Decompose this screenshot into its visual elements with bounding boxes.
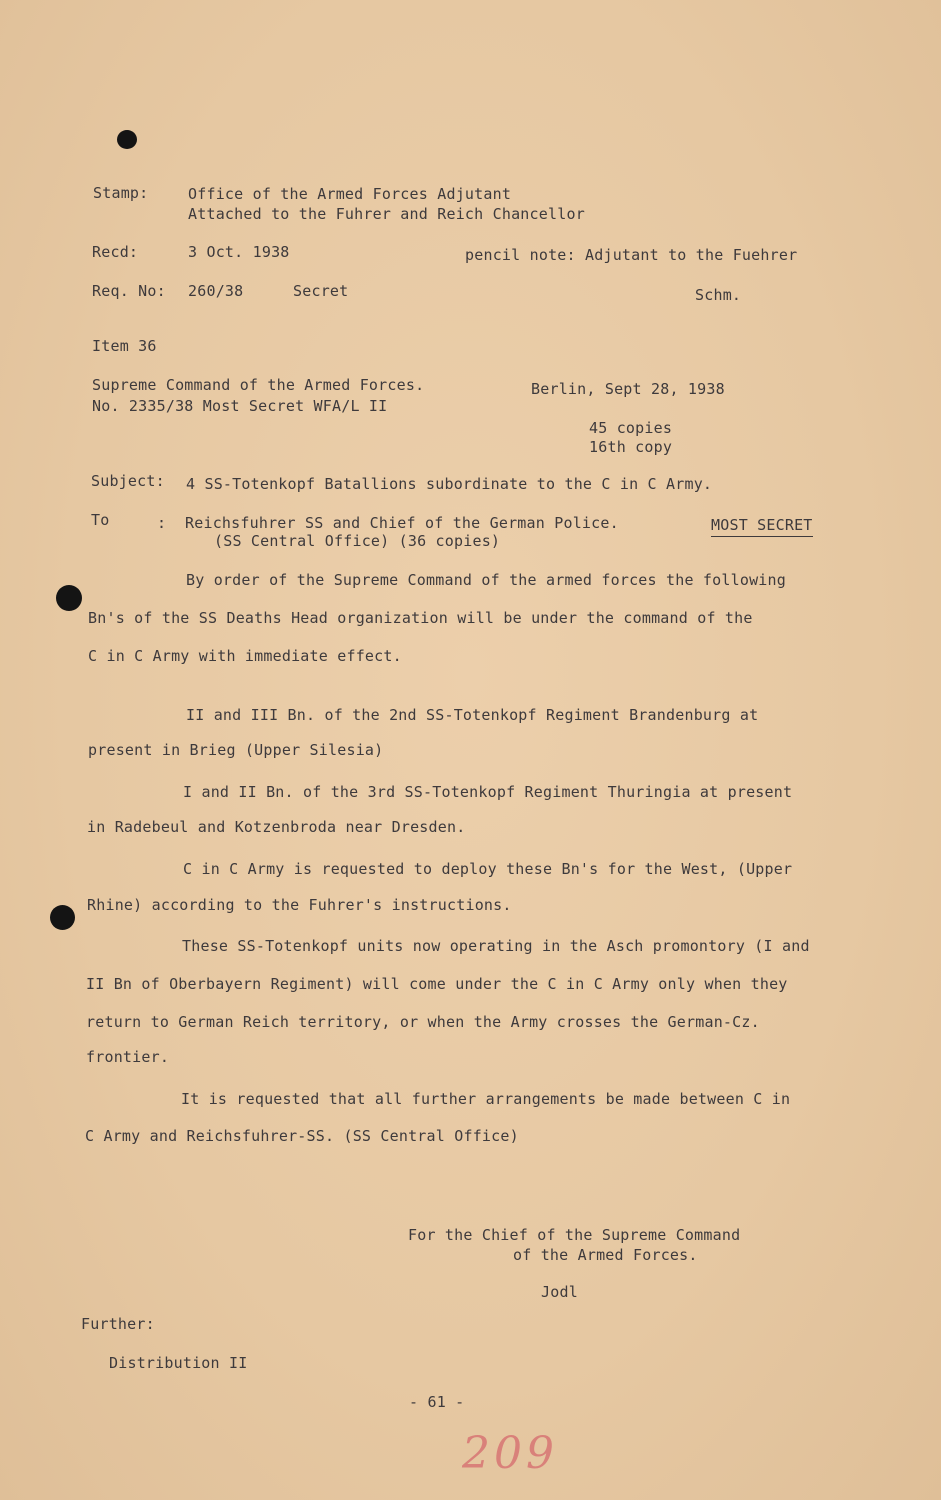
signature-line-2: of the Armed Forces. bbox=[513, 1246, 698, 1264]
classification-most-secret: MOST SECRET bbox=[711, 516, 813, 537]
stamp-line-2: Attached to the Fuhrer and Reich Chancellor bbox=[188, 205, 585, 223]
req-number: 260/38 bbox=[188, 282, 244, 300]
to-label: To bbox=[91, 511, 110, 529]
p4-line-2: Rhine) according to the Fuhrer's instructions. bbox=[87, 896, 512, 914]
req-label: Req. No: bbox=[92, 282, 166, 300]
punch-hole-middle bbox=[56, 585, 82, 611]
p6-line-1: It is requested that all further arrangements be made between C in bbox=[181, 1090, 791, 1108]
to-line-2: (SS Central Office) (36 copies) bbox=[214, 532, 501, 550]
item-number: Item 36 bbox=[92, 337, 157, 355]
p5-line-2: II Bn of Oberbayern Regiment) will come under the C in C Army only when they bbox=[86, 975, 788, 993]
copy-number: 16th copy bbox=[589, 438, 673, 456]
p3-line-2: in Radebeul and Kotzenbroda near Dresden. bbox=[87, 818, 466, 836]
stamp-label: Stamp: bbox=[93, 184, 149, 202]
page-number: - 61 - bbox=[409, 1393, 465, 1411]
p3-line-1: I and II Bn. of the 3rd SS-Totenkopf Regiment Thuringia at present bbox=[183, 783, 793, 801]
pencil-archive-number: 209 bbox=[462, 1428, 558, 1479]
p2-line-1: II and III Bn. of the 2nd SS-Totenkopf Regiment Brandenburg at bbox=[186, 706, 759, 724]
req-classification: Secret bbox=[293, 282, 349, 300]
p5-line-3: return to German Reich territory, or when the Army crosses the German-Cz. bbox=[86, 1013, 760, 1031]
origin-line-1: Supreme Command of the Armed Forces. bbox=[92, 376, 425, 394]
copies-total: 45 copies bbox=[589, 419, 673, 437]
p5-line-1: These SS-Totenkopf units now operating in the Asch promontory (I and bbox=[182, 937, 810, 955]
pencil-note: pencil note: Adjutant to the Fuehrer bbox=[465, 246, 798, 264]
p4-line-1: C in C Army is requested to deploy these Bn's for the West, (Upper bbox=[183, 860, 793, 878]
to-colon: : bbox=[157, 514, 167, 532]
signature-line-1: For the Chief of the Supreme Command bbox=[408, 1226, 741, 1244]
recd-label: Recd: bbox=[92, 243, 139, 261]
signature-name: Jodl bbox=[541, 1283, 578, 1301]
subject-text: 4 SS-Totenkopf Batallions subordinate to the C in C Army. bbox=[186, 475, 713, 493]
further-label: Further: bbox=[81, 1315, 155, 1333]
p2-line-2: present in Brieg (Upper Silesia) bbox=[88, 741, 384, 759]
distribution-label: Distribution II bbox=[109, 1354, 248, 1372]
p5-line-4: frontier. bbox=[86, 1048, 170, 1066]
subject-label: Subject: bbox=[91, 472, 165, 490]
to-line-1: Reichsfuhrer SS and Chief of the German Police. bbox=[185, 514, 619, 532]
p1-line-2: Bn's of the SS Deaths Head organization will be under the command of the bbox=[88, 609, 753, 627]
pencil-initials: Schm. bbox=[695, 286, 742, 304]
punch-hole-top bbox=[117, 130, 137, 149]
origin-line-2: No. 2335/38 Most Secret WFA/L II bbox=[92, 397, 388, 415]
p1-line-1: By order of the Supreme Command of the armed forces the following bbox=[186, 571, 786, 589]
stamp-line-1: Office of the Armed Forces Adjutant bbox=[188, 185, 512, 203]
place-date: Berlin, Sept 28, 1938 bbox=[531, 380, 725, 398]
recd-value: 3 Oct. 1938 bbox=[188, 243, 290, 261]
p1-line-3: C in C Army with immediate effect. bbox=[88, 647, 402, 665]
punch-hole-lower bbox=[50, 905, 75, 930]
p6-line-2: C Army and Reichsfuhrer-SS. (SS Central Office) bbox=[85, 1127, 519, 1145]
